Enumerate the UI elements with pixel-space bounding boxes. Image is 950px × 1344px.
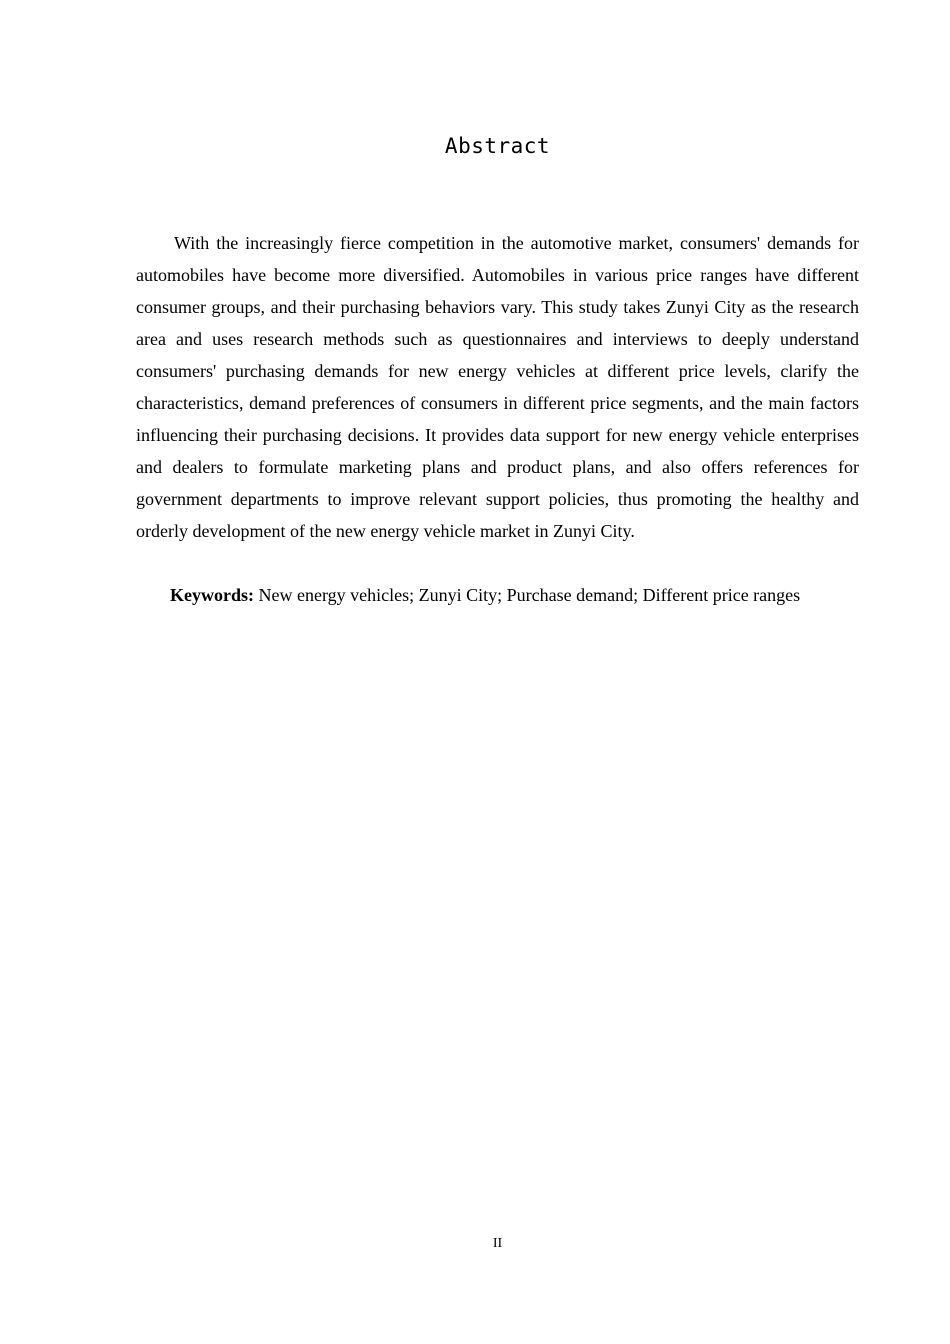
abstract-title: Abstract (444, 134, 551, 158)
keywords-label: Keywords: (170, 585, 254, 605)
page-number: II (492, 1236, 503, 1251)
keywords-list: New energy vehicles; Zunyi City; Purchase demand; Different price ranges (258, 585, 801, 605)
keywords-line (136, 579, 859, 611)
abstract-paragraph: With the increasingly fierce competition in the automotive market, consumers' demands for automobiles have become more diversified. Automobiles in various price ranges have different consumer groups, and their purchasing behaviors vary. This study takes Zunyi City as the research area and uses research methods such as questionnaires and interviews to deeply understand consumers' purchasing demands for new energy vehicles at different price levels, clarify the characteristics, demand preferences of consumers in different price segments, and the main factors influencing their purchasing decisions. It provides data support for new energy vehicle enterprises and dealers to formulate marketing plans and product plans, and also offers references for government departments to improve relevant support policies, thus promoting the healthy and orderly development of the new energy vehicle market in Zunyi City. (136, 233, 859, 541)
